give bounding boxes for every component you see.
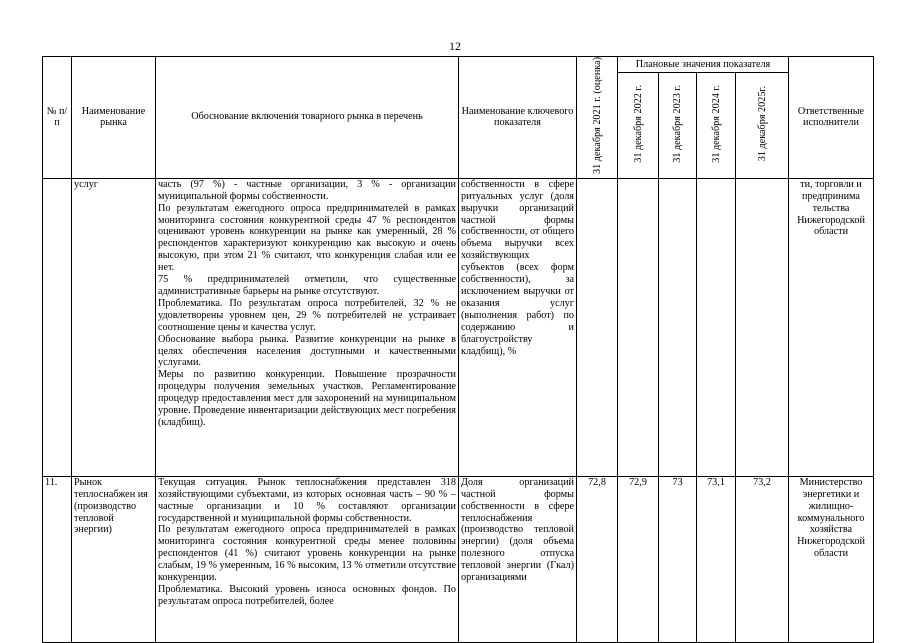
row-indicator: Доля организаций частной формы собственности в сфере теплоснабжения (производство тепловой энергии) (доля объема полезного отпуска тепловой энергии (Гкал) организациями [459, 476, 577, 642]
paragraph: Проблематика. По результатам опроса потребителей, 32 % не удовлетворены уровнем цен, 29 % потребителей не устраивает соотношение цены и качества услуг. [158, 297, 456, 333]
row-value-2021 [577, 178, 618, 476]
paragraph: По результатам ежегодного опроса предпринимателей в рамках мониторинга состояния конкурентной среды 47 % респондентов оценивают уровень конкуренции на рынке как умеренный, 28 % респондентов характеризуют конкуренцию как высокую и очень высокую, при этом 21 % считают, что конкуренция слабая или ее нет. [158, 202, 456, 274]
col-header-2024 [697, 73, 736, 178]
row-responsible: ти, торговли и предпринима тельства Нижегородской области [789, 178, 874, 476]
row-value-2023 [659, 178, 697, 476]
row-value-2022: 72,9 [618, 476, 659, 642]
col-header-2022-text: 31 декабря 2022 г. [632, 84, 644, 163]
row-value-2021: 72,8 [577, 476, 618, 642]
table-row [43, 476, 874, 642]
row-no: 11. [43, 476, 72, 642]
paragraph: Проблематика. Высокий уровень износа основных фондов. По результатам опроса потребителей, более [158, 584, 456, 607]
col-header-2025-text: 31 декабря 2025г. [756, 86, 768, 162]
col-header-2022 [618, 73, 659, 178]
col-header-indicator: Наименование ключевого показателя [459, 57, 577, 179]
row-value-2025 [736, 178, 789, 476]
col-header-no: № п/п [43, 57, 72, 179]
row-market: Рынок теплоснабжен ия (производство тепловой энергии) [72, 476, 156, 642]
row-justification [156, 476, 459, 642]
col-header-2023-text: 31 декабря 2023 г. [672, 84, 683, 163]
page-number: 12 [449, 39, 461, 53]
col-header-2024-text: 31 декабря 2024 г. [710, 84, 722, 163]
paragraph: Текущая ситуация. Рынок теплоснабжения представлен 318 хозяйствующими субъектами, из которых основная часть – 90 % – частные организации и 10 % составляют организации государственной и муниципальной формы собственности. [158, 476, 456, 524]
paragraph: Меры по развитию конкуренции. Повышение прозрачности процедуры получения земельных участков. Регламентирование процедур предоставления мест для захоронений на муниципальном уровне. Проведение инвентаризации действующих мест погребения (кладбищ). [158, 369, 456, 428]
row-value-2023: 73 [659, 476, 697, 642]
row-responsible: Министерство энергетики и жилищно-коммунального хозяйства Нижегородской области [789, 476, 874, 642]
paragraph: Обоснование выбора рынка. Развитие конкуренции на рынке в целях обеспечения населения доступными и качественными услугами. [158, 333, 456, 369]
col-header-planned: Плановые значения показателя [618, 57, 789, 73]
row-justification [156, 178, 459, 476]
row-market: услуг [72, 178, 156, 476]
col-header-justification: Обоснование включения товарного рынка в перечень [156, 57, 459, 179]
competition-markets-table [42, 56, 874, 643]
col-header-market: Наименование рынка [72, 57, 156, 179]
row-value-2024 [697, 178, 736, 476]
table-row [43, 178, 874, 476]
row-value-2024: 73,1 [697, 476, 736, 642]
paragraph: 75 % предпринимателей отметили, что существенные административные барьеры на рынке отсутствуют. [158, 274, 456, 297]
row-value-2025: 73,2 [736, 476, 789, 642]
row-value-2022 [618, 178, 659, 476]
col-header-responsible: Ответственные исполнители [789, 57, 874, 179]
col-header-2021-text: 31 декабря 2021 г. (оценка) [591, 57, 603, 174]
col-header-2023 [659, 73, 697, 178]
col-header-2021 [577, 57, 618, 179]
col-header-2025 [736, 73, 789, 178]
paragraph: часть (97 %) - частные организации, 3 % - организации муниципальной формы собственности. [158, 178, 456, 202]
row-no [43, 178, 72, 476]
paragraph: По результатам ежегодного опроса предпринимателей в рамках мониторинга состояния конкурентной среды менее половины респондентов (41 %) считают уровень конкуренции на рынке слабым, 19 % умеренным, 16 % высоким, 13 % отметили отсутствие конкуренции. [158, 524, 456, 584]
row-indicator: собственности в сфере ритуальных услуг (доля выручки организаций частной формы собственности, от общего объема выручки всех хозяйствующих субъектов (всех форм собственности), за исключением выручки от оказания услуг (выполнения работ) по содержанию и благоустройству кладбищ), % [459, 178, 577, 476]
